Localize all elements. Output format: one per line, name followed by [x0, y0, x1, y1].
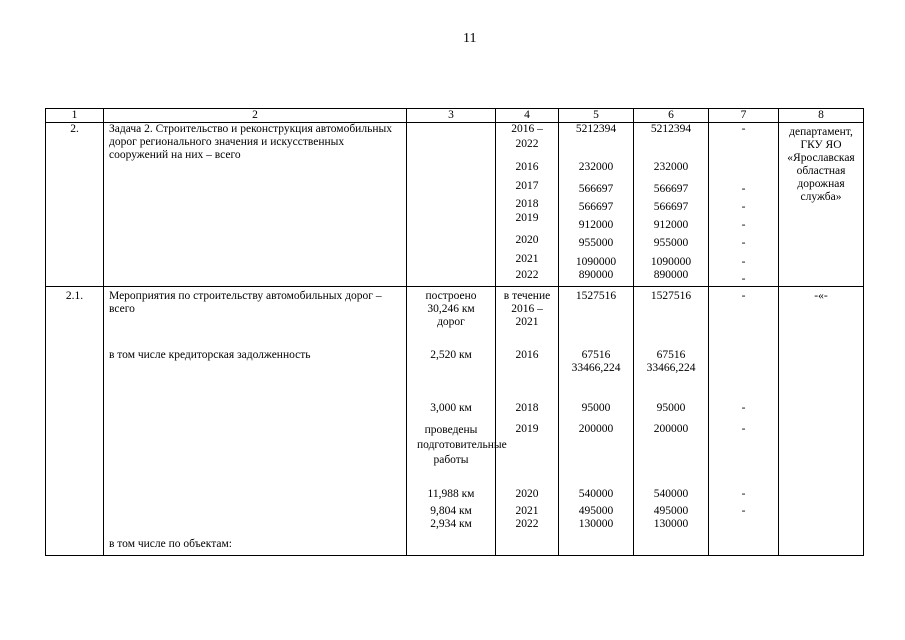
amount: 200000 — [578, 423, 614, 435]
amount: 955000 — [578, 237, 614, 249]
year: 2020 — [515, 234, 539, 246]
year: 2016 – — [511, 123, 543, 135]
column-number: 8 — [779, 109, 864, 123]
year: 2017 — [515, 180, 539, 192]
amount: 540000 — [653, 488, 689, 500]
period: 2019 — [515, 423, 539, 435]
result: 11,988 км — [427, 488, 475, 500]
period: 2016 — [515, 349, 539, 361]
amount: 33466,224 — [646, 362, 696, 374]
dash: - — [741, 273, 746, 285]
result: 9,804 км — [430, 505, 472, 517]
dash: - — [741, 488, 746, 500]
result: 3,000 км — [430, 402, 472, 414]
amount: 232000 — [578, 161, 614, 173]
item-2-1-row — [46, 287, 864, 556]
amount-cell-col5 — [559, 123, 634, 287]
year: 2019 — [515, 212, 539, 224]
dash: - — [741, 237, 746, 249]
amount-cell-col5 — [559, 287, 634, 556]
column-number: 7 — [709, 109, 779, 123]
period-cell — [496, 287, 559, 556]
amount: 200000 — [653, 423, 689, 435]
amount: 495000 — [653, 505, 689, 517]
amount: 95000 — [656, 402, 686, 414]
amount: 232000 — [653, 161, 689, 173]
item-text: Мероприятия по строительству автомобильных дорог – всего — [109, 290, 382, 315]
period: 2018 — [515, 402, 539, 414]
program-table — [45, 108, 864, 556]
amount: 566697 — [578, 183, 614, 195]
result-cell — [407, 287, 507, 556]
dash: - — [741, 219, 746, 231]
dash: - — [741, 423, 746, 435]
row-number: 2. — [46, 123, 104, 287]
amount: 5212394 — [575, 123, 617, 135]
amount: 1527516 — [650, 290, 692, 302]
amount: 955000 — [653, 237, 689, 249]
column-number: 5 — [559, 109, 634, 123]
period: 2021 — [515, 505, 539, 517]
item-text-cell — [104, 287, 407, 556]
year: 2022 — [515, 269, 539, 281]
result: 2,934 км — [430, 518, 472, 530]
dash: - — [741, 505, 746, 517]
amount: 95000 — [581, 402, 611, 414]
period: 2022 — [515, 518, 539, 530]
amount: 566697 — [653, 201, 689, 213]
years-cell — [496, 123, 559, 287]
dash: - — [741, 183, 746, 195]
amount: 566697 — [578, 201, 614, 213]
empty-cell — [407, 123, 496, 287]
amount: 33466,224 — [571, 362, 621, 374]
amount: 67516 — [656, 349, 686, 361]
result: построено 30,246 км дорог — [425, 290, 477, 328]
amount: 890000 — [653, 269, 689, 281]
column-number-row — [46, 109, 864, 123]
dash: - — [741, 290, 746, 302]
task-2-row — [46, 123, 864, 287]
amount: 67516 — [581, 349, 611, 361]
result: проведены подготовительные работы — [417, 424, 507, 466]
dash: - — [741, 402, 746, 414]
dash: - — [741, 256, 746, 268]
amount: 912000 — [578, 219, 614, 231]
amount: 495000 — [578, 505, 614, 517]
result: 2,520 км — [430, 349, 472, 361]
period: в течение 2016 – 2021 — [503, 290, 551, 328]
column-number: 2 — [104, 109, 407, 123]
page-number: 11 — [463, 31, 477, 46]
sub-label: в том числе кредиторская задолженность — [109, 349, 311, 361]
column-number: 4 — [496, 109, 559, 123]
amount: 890000 — [578, 269, 614, 281]
amount: 130000 — [653, 518, 689, 530]
amount-cell-col6 — [634, 123, 709, 287]
year: 2022 — [515, 138, 539, 150]
amount-cell-col6 — [634, 287, 709, 556]
task-text: Задача 2. Строительство и реконструкция автомобильных дорог регионального значения и искусственных сооружений на них – всего — [104, 123, 407, 287]
amount: 566697 — [653, 183, 689, 195]
column-number: 1 — [46, 109, 104, 123]
amount: 540000 — [578, 488, 614, 500]
column-number: 3 — [407, 109, 496, 123]
amount: 1090000 — [575, 256, 617, 268]
executor: департамент, ГКУ ЯО «Ярославская областная дорожная служба» — [779, 123, 864, 287]
sub-label: в том числе по объектам: — [109, 538, 232, 550]
year: 2021 — [515, 253, 539, 265]
row-number: 2.1. — [46, 287, 104, 556]
column-number: 6 — [634, 109, 709, 123]
amount: 130000 — [578, 518, 614, 530]
year: 2016 — [515, 161, 539, 173]
dash-cell — [709, 123, 779, 287]
dash: - — [741, 201, 746, 213]
dash-cell — [709, 287, 779, 556]
year: 2018 — [515, 198, 539, 210]
dash: - — [741, 123, 746, 135]
amount: 1527516 — [575, 290, 617, 302]
amount: 1090000 — [650, 256, 692, 268]
amount: 5212394 — [650, 123, 692, 135]
amount: 912000 — [653, 219, 689, 231]
period: 2020 — [515, 488, 539, 500]
executor: -«- — [779, 287, 864, 556]
